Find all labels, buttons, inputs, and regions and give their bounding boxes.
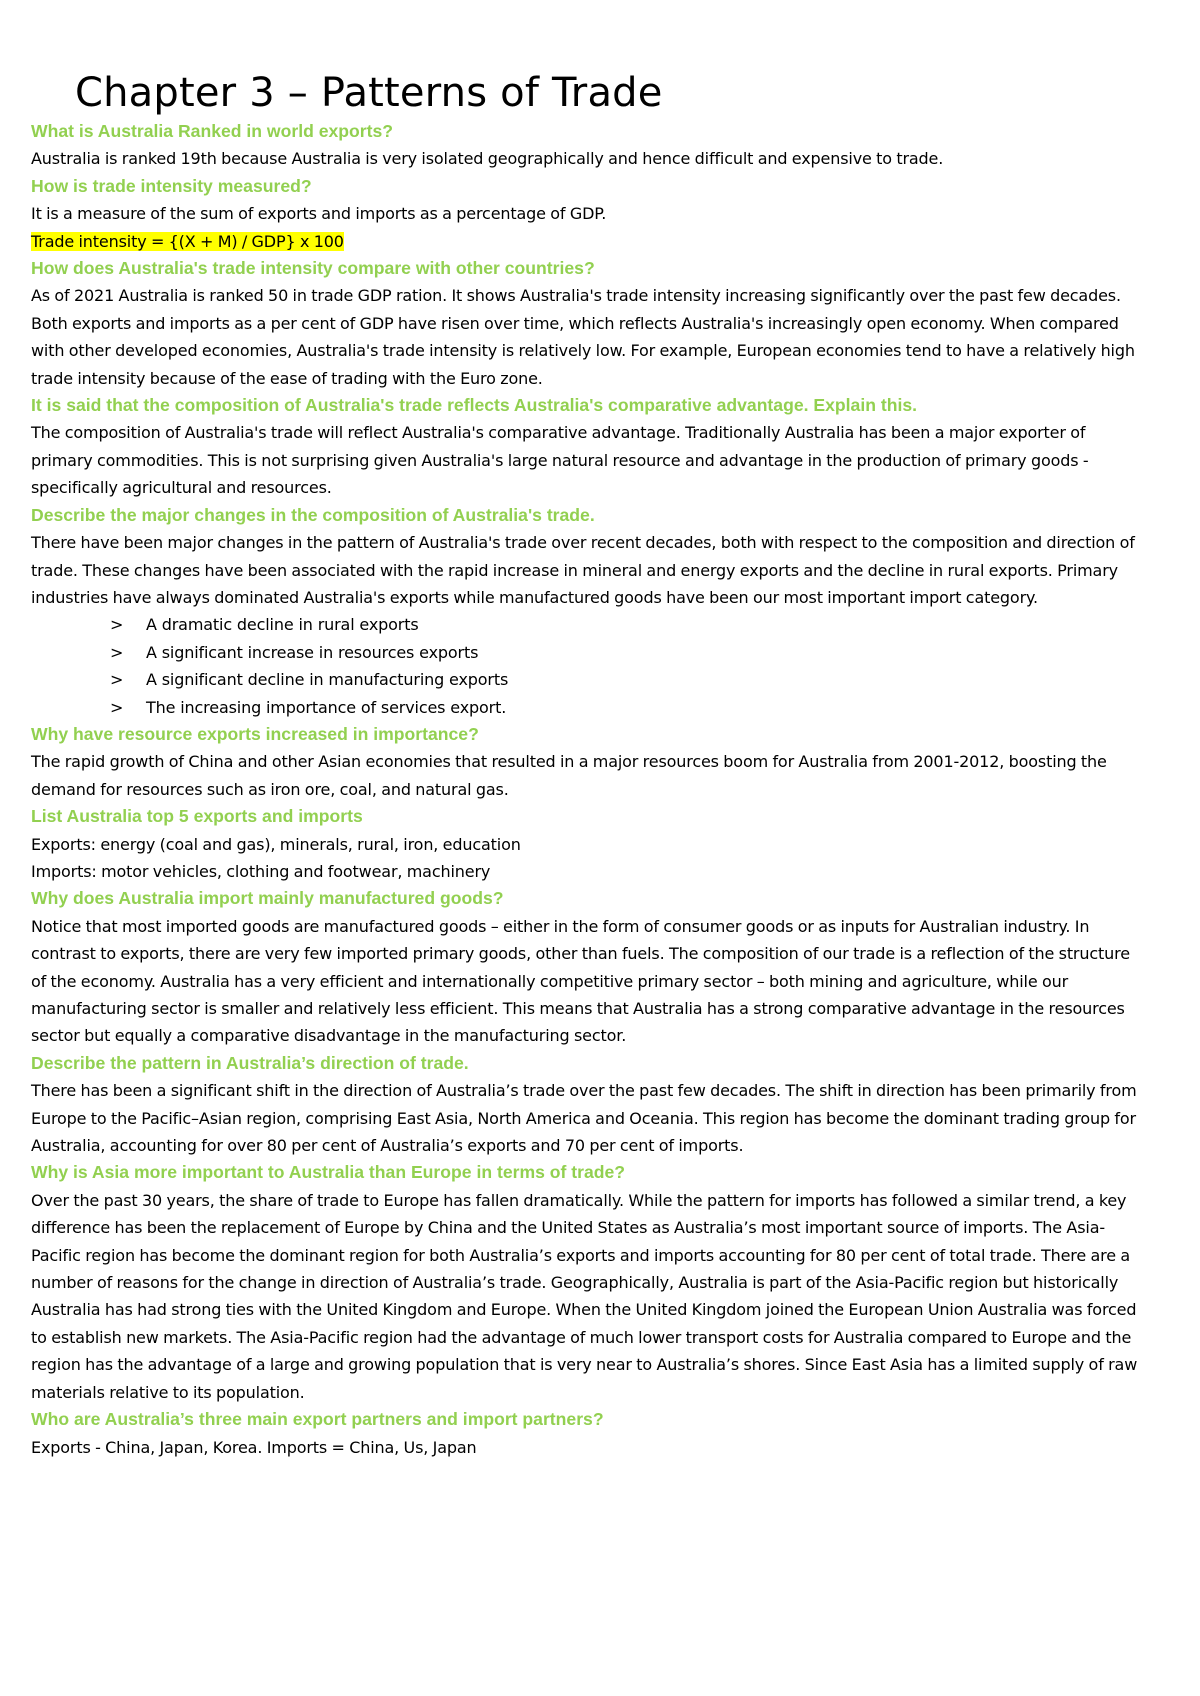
answer-paragraph: There have been major changes in the pattern of Australia's trade over recent decades, both with respect to the composition and direction of trade. These changes have been associated with the rapid increase in mineral and energy exports and the decline in rural exports. Primary industries have always dominated Australia's exports while manufactured goods have been our most important import category. xyxy=(31,533,1135,607)
list-item-text: The increasing importance of services export. xyxy=(146,697,507,717)
arrow-bullet-icon: > xyxy=(110,697,124,717)
answer-paragraph: There has been a significant shift in the direction of Australia’s trade over the past few decades. The shift in direction has been primarily from Europe to the Pacific–Asian region, comprising East Asia, North America and Oceania. This region has become the dominant trading group for Australia, accounting for over 80 per cent of Australia’s exports and 70 per cent of imports. xyxy=(31,1081,1137,1156)
question-heading: How is trade intensity measured? xyxy=(31,175,312,196)
arrow-bullet-icon: > xyxy=(110,670,124,690)
question-heading: Why is Asia more important to Australia than Europe in terms of trade? xyxy=(31,1162,626,1183)
question-heading: Describe the pattern in Australia’s direction of trade. xyxy=(31,1052,469,1073)
list-item-text: A significant increase in resources exports xyxy=(146,642,479,662)
list-item xyxy=(110,611,1141,638)
list-item xyxy=(110,666,1141,693)
bullet-list xyxy=(31,611,1141,721)
highlighted-formula: Trade intensity = {(X + M) / GDP} x 100 xyxy=(31,231,344,251)
answer-paragraph: The rapid growth of China and other Asian economies that resulted in a major resources boom for Australia from 2001-2012, boosting the demand for resources such as iron ore, coal, and natural gas. xyxy=(31,752,1107,799)
document-page xyxy=(31,68,1141,1461)
question-heading: List Australia top 5 exports and imports xyxy=(31,806,363,827)
arrow-bullet-icon: > xyxy=(110,642,124,662)
page-title: Chapter 3 – Patterns of Trade xyxy=(75,70,663,116)
answer-paragraph: Notice that most imported goods are manufactured goods – either in the form of consumer goods or as inputs for Australian industry. In contrast to exports, there are very few imported primary goods, other than fuels. The composition of our trade is a reflection of the structure of the economy. Australia has a very efficient and internationally competitive primary sector – both mining and agriculture, while our manufacturing sector is smaller and relatively less efficient. This means that Australia has a strong comparative advantage in the resources sector but equally a comparative disadvantage in the manufacturing sector. xyxy=(31,916,1130,1046)
formula-line xyxy=(31,228,1141,255)
question-heading: Why have resource exports increased in importance? xyxy=(31,723,479,744)
answer-paragraph: As of 2021 Australia is ranked 50 in trade GDP ration. It shows Australia's trade intensity increasing significantly over the past few decades. Both exports and imports as a per cent of GDP have risen over time, which reflects Australia's increasingly open economy. When compared with other developed economies, Australia's trade intensity is relatively low. For example, European economies tend to have a relatively high trade intensity because of the ease of trading with the Euro zone. xyxy=(31,286,1135,388)
answer-paragraph: Exports - China, Japan, Korea. Imports = China, Us, Japan xyxy=(31,1437,477,1457)
question-heading: What is Australia Ranked in world exports? xyxy=(31,121,394,141)
question-heading: Why does Australia import mainly manufactured goods? xyxy=(31,888,504,909)
question-heading: It is said that the composition of Australia's trade reflects Australia's comparative advantage. Explain this. xyxy=(31,395,918,416)
exports-line: Exports: energy (coal and gas), minerals, rural, iron, education xyxy=(31,834,521,854)
list-item xyxy=(110,694,1141,721)
list-item-text: A dramatic decline in rural exports xyxy=(146,615,419,635)
answer-paragraph: It is a measure of the sum of exports and imports as a percentage of GDP. xyxy=(31,204,607,224)
answer-paragraph: The composition of Australia's trade will reflect Australia's comparative advantage. Traditionally Australia has been a major exporter of primary commodities. This is not surprising given Australia's large natural resource and advantage in the production of primary goods - specifically agricultural and resources. xyxy=(31,423,1089,498)
question-heading: Describe the major changes in the composition of Australia's trade. xyxy=(31,504,595,525)
arrow-bullet-icon: > xyxy=(110,615,124,635)
list-item xyxy=(110,639,1141,666)
list-item-text: A significant decline in manufacturing exports xyxy=(146,670,509,690)
answer-paragraph: Australia is ranked 19th because Australia is very isolated geographically and hence difficult and expensive to trade. xyxy=(31,149,944,169)
question-heading: How does Australia's trade intensity compare with other countries? xyxy=(31,258,595,279)
answer-paragraph: Over the past 30 years, the share of trade to Europe has fallen dramatically. While the pattern for imports has followed a similar trend, a key difference has been the replacement of Europe by China and the United States as Australia’s most important source of imports. The Asia-Pacific region has become the dominant region for both Australia’s exports and imports accounting for 80 per cent of total trade. There are a number of reasons for the change in direction of Australia’s trade. Geographically, Australia is part of the Asia-Pacific region but historically Australia has had strong ties with the United Kingdom and Europe. When the United Kingdom joined the European Union Australia was forced to establish new markets. The Asia-Pacific region had the advantage of much lower transport costs for Australia compared to Europe and the region has the advantage of a large and growing population that is very near to Australia’s shores. Since East Asia has a limited supply of raw materials relative to its population. xyxy=(31,1190,1138,1402)
imports-line: Imports: motor vehicles, clothing and footwear, machinery xyxy=(31,861,491,881)
question-heading: Who are Australia’s three main export partners and import partners? xyxy=(31,1409,604,1430)
